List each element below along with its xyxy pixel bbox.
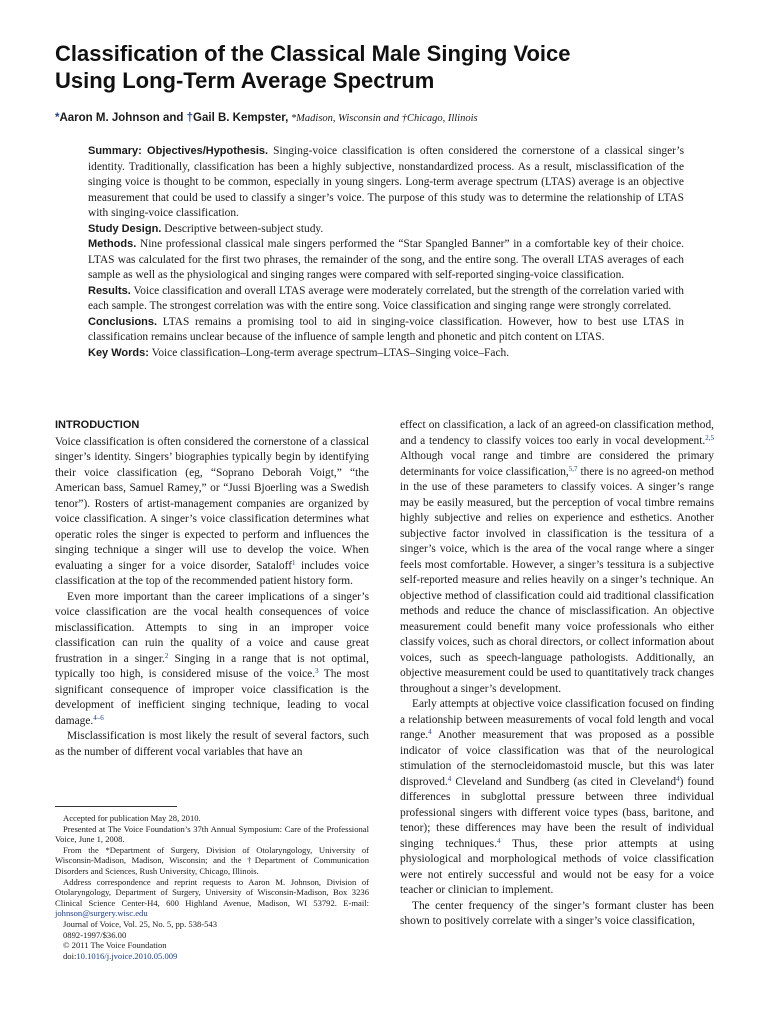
study-design-label: Study Design. — [88, 222, 162, 235]
conclusions-label: Conclusions. — [88, 315, 158, 328]
intro-paragraph-1 — [55, 435, 369, 590]
intro-paragraph-4 — [400, 418, 714, 697]
citation-ref[interactable]: 4–6 — [93, 713, 104, 722]
citation-ref[interactable]: 4 — [496, 836, 501, 845]
citation-ref[interactable]: 2,5 — [705, 433, 714, 442]
intro-p1-text-a: Voice classification is often considered the cornerstone of a classical singer’s identity. Singers’ biographies typically begin by identifying their voice classification (eg, “Soprano Deborah Voigt,” “the American bass, Samuel Ramey,” or “Jussi Bjoerling was a Swedish tenor”). Rosters of artist-management companies are organized by voice classification. A singer’s voice classification determines what operatic roles the singer is expected to perform and influences the singing technique a singer will use to develop the voice. When evaluating a singer for a voice disorder, Sataloff — [55, 435, 369, 572]
footnote-copyright: © 2011 The Voice Foundation — [63, 940, 167, 951]
correspondence-address: Address correspondence and reprint requests to Aaron M. Johnson, Division of Otolaryngology, Department of Surgery, University of Wisconsin-Madison, Box 3236 Clinical Science Center-H4, 600 Highland Avenue, Madison, WI 53792. E-mail: — [55, 876, 369, 908]
intro-p5-text-e: Thus, these prior attempts at using physiological and morphological methods of voice classification were not entirely successful and would not be easy for a voice teacher or clinician to implement. — [400, 837, 714, 896]
right-column — [400, 418, 714, 930]
intro-paragraph-5 — [400, 697, 714, 899]
author-conjunction: and — [159, 112, 187, 124]
section-heading-introduction: INTRODUCTION — [55, 419, 140, 431]
citation-ref[interactable]: 4 — [447, 774, 452, 783]
title-line-2: Using Long-Term Average Spectrum — [55, 68, 435, 93]
abstract-key-words — [88, 346, 684, 362]
author-line — [55, 112, 735, 124]
summary-label: Summary: Objectives/Hypothesis. — [88, 145, 269, 157]
footnote-journal: Journal of Voice, Vol. 25, No. 5, pp. 538-543 — [63, 918, 218, 929]
author-2-name: Gail B. Kempster, — [193, 112, 289, 124]
intro-p2-text-a: Even more important than the career implications of a singer’s voice classification are the vocal health consequences of voice misclassification. Attempts to sing in an improper voice classification can ruin the quality of a voice and cause great frustration in a singer. — [55, 590, 369, 665]
doi-label: doi: — [63, 950, 77, 961]
intro-p5-text-b: Another measurement that was proposed as a possible indicator of voice classification was that of the neurological stimulation of the sternocleidomastoid muscle, but this was later disproved. — [400, 729, 714, 788]
results-text: Voice classification and overall LTAS average were moderately correlated, but the strength of the correlation varied with each sample. The strongest correlation was with the entire song. Voice classification and singing range were strongly correlated. — [88, 284, 684, 312]
key-words-text: Voice classification–Long-term average spectrum–LTAS–Singing voice–Fach. — [148, 346, 510, 359]
citation-ref[interactable]: 4 — [428, 728, 432, 736]
intro-p2-text-b: Singing in a range that is not optimal, typically too high, is considered misuse of the voice. — [55, 652, 369, 680]
footnote-issn: 0892-1997/$36.00 — [63, 929, 127, 940]
intro-paragraph-6: The center frequency of the singer’s formant cluster has been shown to positively correlate with a singer’s voice classification, — [400, 899, 714, 927]
methods-text: Nine professional classical male singers performed the “Star Spangled Banner” in a comfortable key of their choice. LTAS was calculated for the first two phrases, the remainder of the song, and the entire song. The overall LTAS averages of each sample as well as the physiological and singing ranges were compared with self-reported singing-voice classification. — [88, 238, 684, 281]
intro-p4-text-c: there is no agreed-on method in the use of these parameters to classify voices. A singer’s range may be easily measured, but the perception of vocal timbre remains highly subjective and relies on experience and esthetics. Another subjective factor involved in classification is the tessitura of a singer’s voice, which is the area of the vocal range where a singer feels most comfortable. However, a singer’s tessitura is a subjective self-reported measure and relies heavily on a singer’s technique. An objective method of classification could aid traditional classification methods and reduce the chance of misclassification. An objective measurement could benefit many voice professionals who either classify voices, such as choral directors, or collect information about voices, such as speech-language pathologists. Additionally, an objective measurement could be used to quantitatively track changes throughout a singer’s development. — [400, 465, 714, 695]
abstract-methods — [88, 237, 684, 284]
citation-ref[interactable]: 5,7 — [568, 464, 578, 473]
intro-paragraph-3: Misclassification is most likely the result of several factors, such as the number of different vocal variables that have an — [55, 730, 369, 758]
footnote-accepted: Accepted for publication May 28, 2010. — [63, 813, 201, 823]
citation-ref[interactable]: 3 — [315, 667, 319, 675]
intro-p5-text-c: Cleveland and Sundberg (as cited in Cleveland — [451, 775, 677, 788]
results-label: Results. — [88, 284, 131, 297]
methods-label: Methods. — [88, 238, 137, 250]
email-link[interactable]: johnson@surgery.wisc.edu — [55, 908, 148, 919]
author-1-name: Aaron M. Johnson — [59, 112, 160, 124]
article-title — [55, 40, 715, 94]
citation-ref[interactable]: 2 — [164, 651, 169, 660]
left-column — [55, 418, 369, 760]
author-1-affiliation-mark: * — [55, 112, 60, 124]
doi-link[interactable]: 10.1016/j.jvoice.2010.05.009 — [76, 950, 178, 961]
key-words-label: Key Words: — [88, 346, 149, 359]
footnote-doi — [55, 951, 369, 962]
abstract-summary — [88, 144, 684, 222]
footnote-affiliations: From the *Department of Surgery, Division of Otolaryngology, University of Wisconsin-Madison, Madison, Wisconsin; and the †Department of Communication Disorders and Sciences, Rush University, Chicago, Illinois. — [55, 844, 369, 876]
footnotes — [55, 813, 369, 961]
citation-ref[interactable]: 4 — [676, 774, 680, 783]
abstract-results — [88, 284, 684, 315]
intro-p1-text-b: includes voice classification at the top of the recommended patient history form. — [55, 559, 370, 587]
footnote-presented: Presented at The Voice Foundation’s 37th Annual Symposium: Care of the Professional Voice, June 1, 2008. — [55, 823, 369, 845]
study-design-text: Descriptive between-subject study. — [161, 222, 324, 235]
intro-p5-text-a: Early attempts at objective voice classification focused on finding a relationship between measurements of vocal fold length and vocal range. — [400, 698, 714, 741]
footnote-divider — [55, 806, 177, 807]
author-2-affiliation-mark: † — [186, 112, 194, 124]
intro-p4-text-a: effect on classification, a lack of an agreed-on classification method, and a tendency to classify voices too early in vocal development. — [400, 419, 714, 447]
abstract-conclusions — [88, 315, 684, 346]
conclusions-text: LTAS remains a promising tool to aid in singing-voice classification. However, how to best use LTAS in classification remains unclear because of the influence of sample length and phonetic and pitch content on LTAS. — [88, 315, 684, 343]
abstract — [88, 144, 684, 361]
intro-paragraph-2 — [55, 590, 369, 730]
intro-p2-text-c: The most significant consequence of improper voice classification is the development of inefficient singing technique, leading to vocal damage. — [55, 668, 369, 727]
citation-ref[interactable]: 1 — [292, 558, 296, 567]
summary-text: Singing-voice classification is often considered the cornerstone of a classical singer’s identity. Traditionally, classification has been a highly subjective, nonstandardized process. As a result, misclassification of the singing voice is thought to be common, especially in young singers. Long-term average spectrum (LTAS) average is an objective measurement that could be used to classify a singer’s voice. The purpose of this study was to determine the relationship of LTAS with singing-voice classification. — [88, 145, 684, 219]
title-line-1: Classification of the Classical Male Singing Voice — [55, 41, 571, 66]
intro-p5-text-d: ) found differences in subglottal pressure between three individual professional singers with different voice types (bass, baritone, and tenor); these differences may have been the result of individual singing techniques. — [400, 775, 714, 850]
footnote-correspondence — [55, 877, 369, 919]
abstract-study-design — [88, 222, 684, 238]
intro-p4-text-b: Although vocal range and timbre are considered the primary determinants for voice classification, — [400, 450, 714, 478]
author-affiliations: *Madison, Wisconsin and †Chicago, Illinois — [288, 113, 478, 124]
